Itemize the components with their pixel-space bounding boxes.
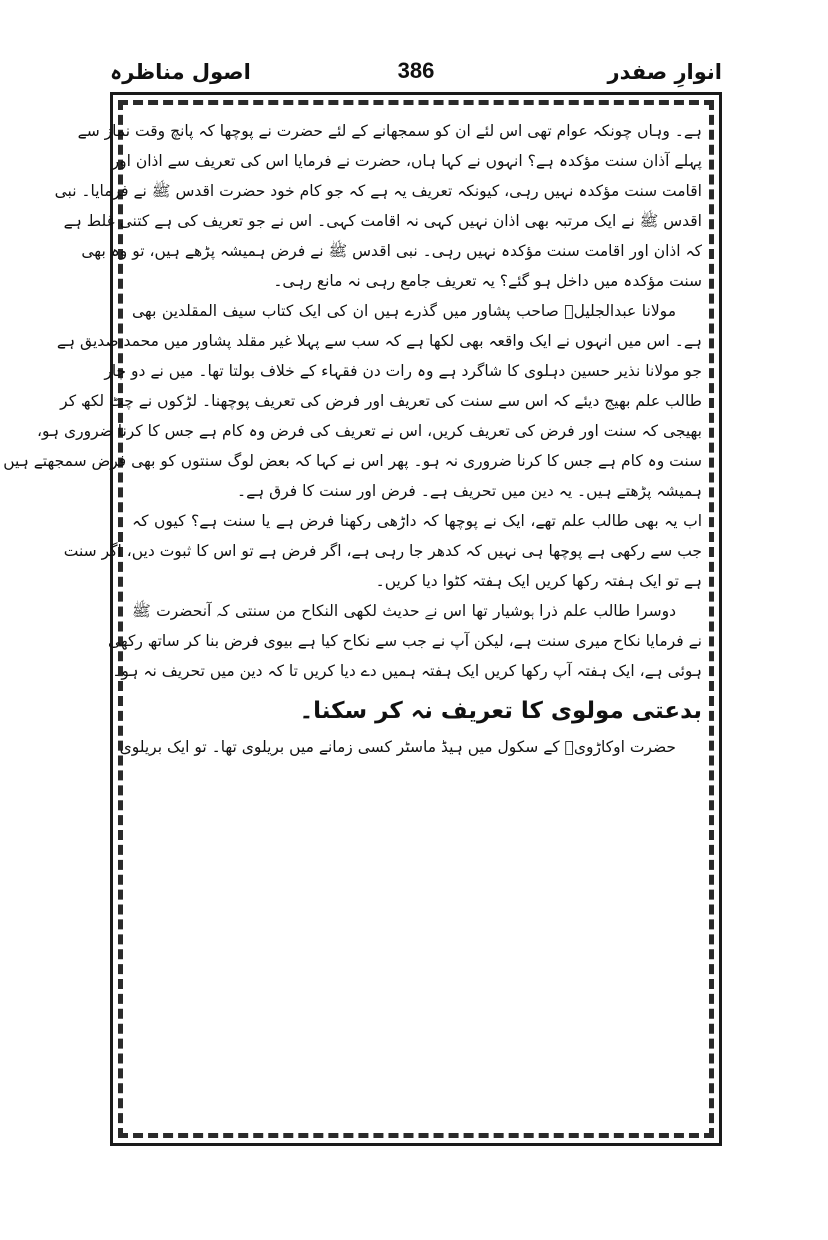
section-title: اصول مناظرہ xyxy=(110,60,251,84)
text-line: ہوئی ہے، ایک ہفتہ آپ رکھا کریں ایک ہفتہ ہمیں دے دیا کریں تا کہ دین میں تحریف نہ ہو۔ xyxy=(112,662,702,680)
paragraph-4 xyxy=(107,596,702,686)
page-number: 386 xyxy=(397,58,435,83)
text-line: ہمیشہ پڑھتے ہیں۔ یہ دین میں تحریف ہے۔ فرض اور سنت کا فرق ہے۔ xyxy=(237,482,702,500)
text-line: ہے۔ وہاں چونکہ عوام تھی اس لئے ان کو سمجھانے کے لئے حضرت نے پوچھا کہ پانچ وقت نماز سے xyxy=(77,122,702,140)
paragraph-2 xyxy=(3,296,702,506)
text-line: حضرت اوکاڑویؒ کے سکول میں ہیڈ ماسٹر کسی زمانے میں بریلوی تھا۔ تو ایک بریلوی xyxy=(119,738,676,756)
paragraph-3 xyxy=(63,506,702,596)
text-line: سنت وہ کام ہے جس کا کرنا ضروری نہ ہو۔ پھر اس نے کہا کہ بعض لوگ سنتوں کو بھی فرض سمجھتے ہیں xyxy=(3,452,702,470)
book-title: انوارِ صفدر xyxy=(607,60,722,84)
text-line: کہ اذان اور اقامت سنت مؤکدہ نہیں رہی۔ نبی اقدس ﷺ نے فرض ہمیشہ پڑھے ہیں، تو وہ بھی xyxy=(81,242,702,260)
text-line: اب یہ بھی طالب علم تھے، ایک نے پوچھا کہ داڑھی رکھنا فرض ہے یا سنت ہے؟ کیوں کہ xyxy=(132,512,702,530)
text-line: اقدس ﷺ نے ایک مرتبہ بھی اذان نہیں کہی نہ اقامت کہی۔ اس نے جو تعریف کی ہے کتنی غلط ہے xyxy=(63,212,702,230)
text-line: بھیجی کہ سنت اور فرض کی تعریف کریں، اس نے تعریف کی فرض وہ کام ہے جس کا کرنا ضروری ہو، xyxy=(36,422,702,440)
text-line: جب سے رکھی ہے پوچھا ہی نہیں کہ کدھر جا رہی ہے، اگر فرض ہے تو اس کا ثبوت دیں، اگر سنت xyxy=(63,542,702,560)
text-line: پہلے آذان سنت مؤکدہ ہے؟ انہوں نے کہا ہاں، حضرت نے فرمایا اس کی تعریف سے اذان اور xyxy=(111,152,702,170)
text-line: سنت مؤکدہ میں داخل ہو گئے؟ یہ تعریف جامع رہی نہ مانع رہی۔ xyxy=(273,272,702,290)
text-line: جو مولانا نذیر حسین دہلوی کا شاگرد ہے وہ رات دن فقہاء کے خلاف بولتا تھا۔ میں نے دو چار xyxy=(104,362,702,380)
text-line: دوسرا طالب علم ذرا ہوشیار تھا اس نے حدیث لکھی النکاح من سنتی کہ آنحضرت ﷺ xyxy=(132,602,676,620)
text-line: ہے۔ اس میں انہوں نے ایک واقعہ بھی لکھا ہے کہ سب سے پہلا غیر مقلد پشاور میں محمد صدیق ہے xyxy=(56,332,702,350)
text-line: طالب علم بھیج دیئے کہ اس سے سنت کی تعریف اور فرض کی تعریف پوچھنا۔ لڑکوں نے چٹ لکھ کر xyxy=(60,392,702,410)
text-line: اقامت سنت مؤکدہ نہیں رہی، کیونکہ تعریف یہ ہے کہ جو کام خود حضرت اقدس ﷺ نے فرمایا۔ نبی xyxy=(54,182,702,200)
page-body xyxy=(3,116,702,762)
paragraph-1 xyxy=(54,116,702,296)
section-heading: بدعتی مولوی کا تعریف نہ کر سکنا۔ xyxy=(299,698,702,724)
text-line: نے فرمایا نکاح میری سنت ہے، لیکن آپ نے جب سے نکاح کیا ہے بیوی فرض بنا کر ساتھ رکھی xyxy=(107,632,702,650)
text-line: مولانا عبدالجلیلؒ صاحب پشاور میں گذرے ہیں ان کی ایک کتاب سیف المقلدین بھی xyxy=(132,302,676,320)
text-line: ہے تو ایک ہفتہ رکھا کریں ایک ہفتہ کٹوا دیا کریں۔ xyxy=(375,572,702,590)
page-header xyxy=(110,56,722,92)
